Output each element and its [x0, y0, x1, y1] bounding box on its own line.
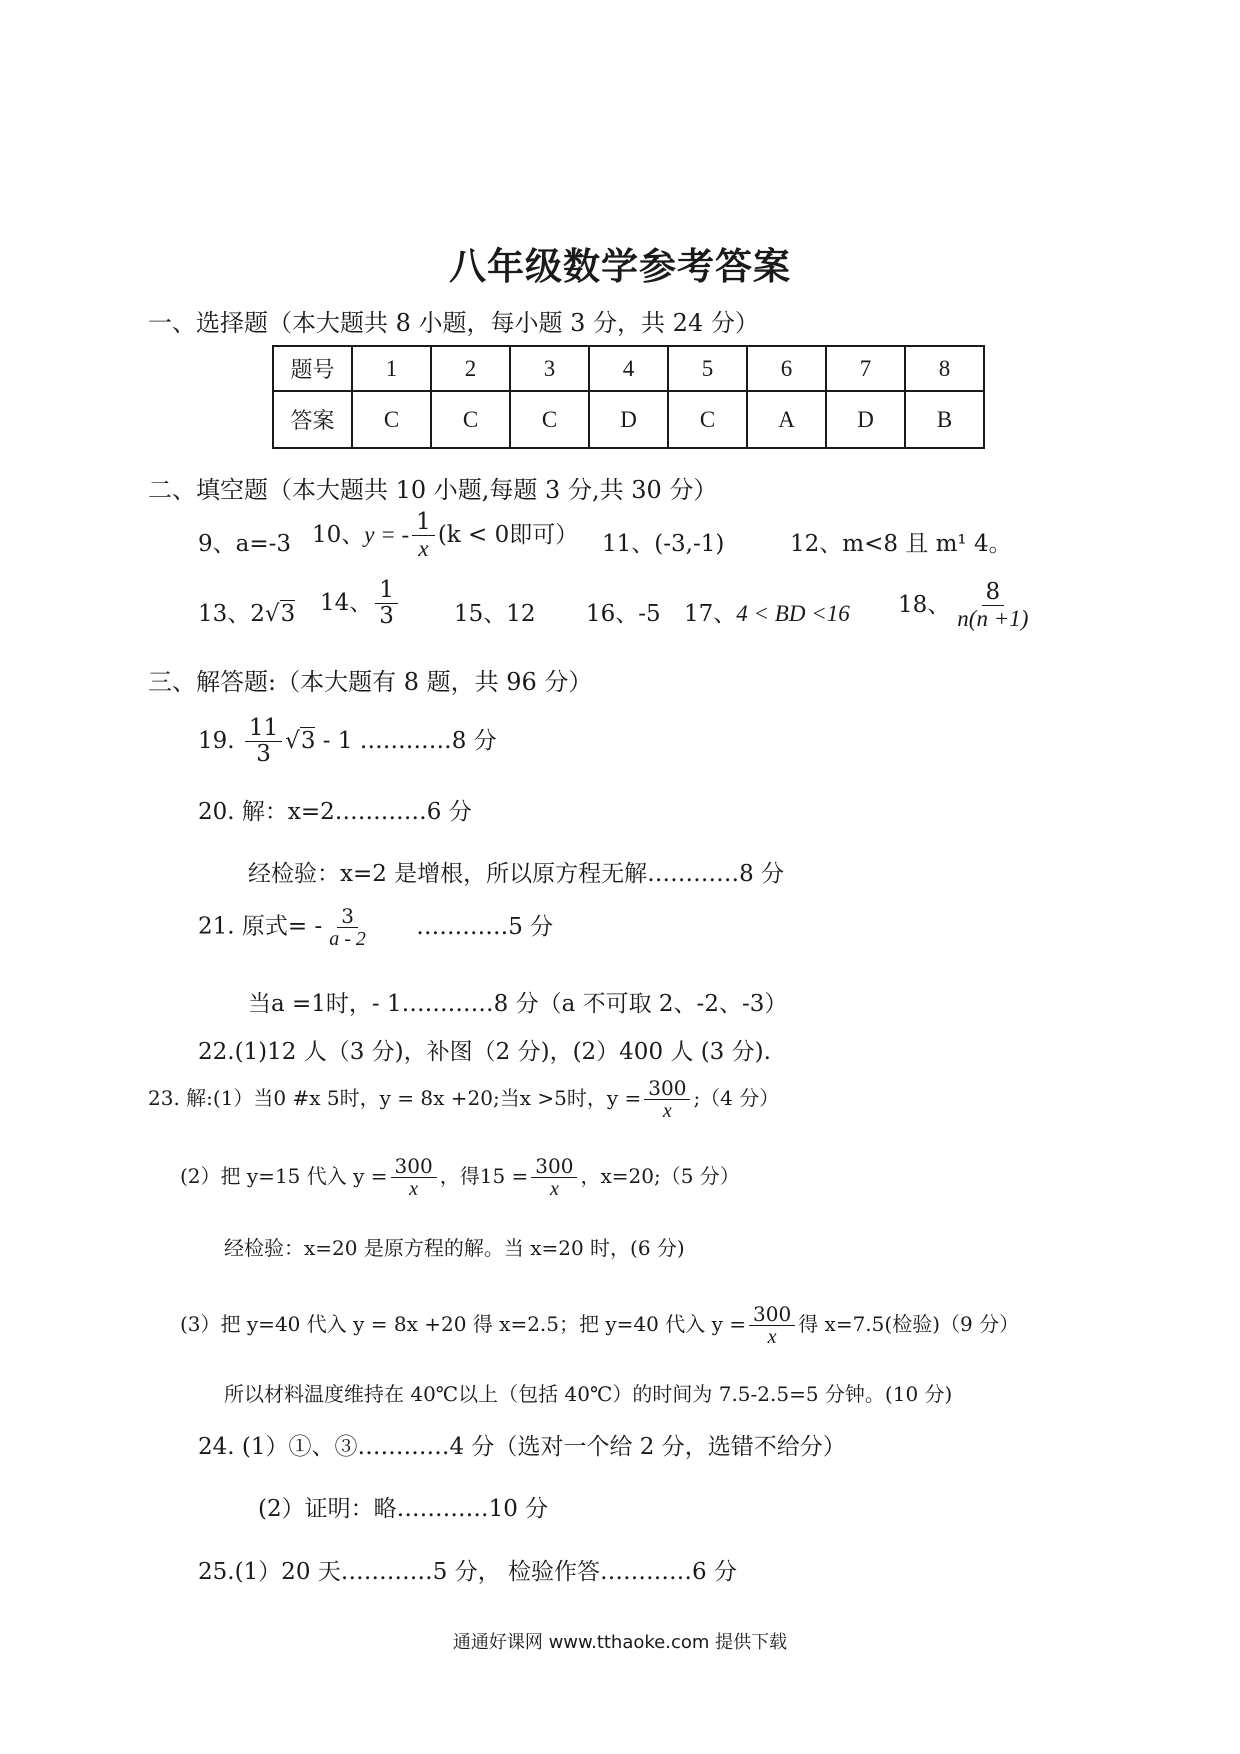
- q10-expr: y = -: [364, 521, 410, 547]
- table-cell-answer: C: [431, 391, 510, 448]
- q23-line2-denominator1: x: [409, 1178, 419, 1200]
- table-cell-answer: D: [826, 391, 905, 448]
- q23-line4-numerator: 300: [749, 1303, 795, 1326]
- q23-line2-numerator1: 300: [391, 1155, 437, 1178]
- answer-q9: 9、a=-3: [198, 531, 292, 557]
- answer-q24-line2: (2）证明：略…………10 分: [258, 1496, 549, 1522]
- table-cell-number: 1: [352, 346, 431, 391]
- table-cell-answer: C: [668, 391, 747, 448]
- answer-q23-line5: 所以材料温度维持在 40℃以上（包括 40℃）的时间为 7.5-2.5=5 分钟。(10 分): [224, 1382, 953, 1406]
- q23-line4-denominator: x: [767, 1326, 777, 1348]
- q17-expr: 4 < BD <16: [736, 601, 850, 626]
- q23-line1-denominator: x: [662, 1100, 672, 1122]
- q21-denominator: a - 2: [329, 928, 366, 950]
- table-label-number: 题号: [273, 346, 352, 391]
- q23-line4-tail: 得 x=7.5(检验)（9 分）: [798, 1312, 1020, 1336]
- table-cell-answer: C: [352, 391, 431, 448]
- answer-q22: 22.(1)12 人（3 分)，补图（2 分)，(2）400 人 (3 分).: [198, 1039, 771, 1065]
- section2-heading: 二、填空题（本大题共 10 小题,每题 3 分,共 30 分）: [148, 476, 718, 504]
- page-footer: 通通好课网 www.tthaoke.com 提供下载: [452, 1632, 788, 1653]
- table-cell-answer: A: [747, 391, 826, 448]
- page-title: 八年级数学参考答案: [449, 245, 791, 288]
- section1-heading: 一、选择题（本大题共 8 小题，每小题 3 分，共 24 分）: [148, 309, 759, 337]
- q10-denominator: x: [418, 536, 429, 562]
- table-cell-number: 4: [589, 346, 668, 391]
- table-cell-number: 2: [431, 346, 510, 391]
- q13-label: 13、: [198, 601, 251, 627]
- q18-denominator: n(n +1): [957, 606, 1029, 632]
- table-cell-number: 8: [905, 346, 984, 391]
- answer-q20-line1: 20. 解：x=2…………6 分: [198, 799, 472, 825]
- answer-q13: 13、2√3: [198, 601, 296, 627]
- table-row-answers: [273, 391, 984, 448]
- table-cell-answer: C: [510, 391, 589, 448]
- answer-q14: [320, 578, 401, 630]
- answer-q23-line1: [148, 1077, 779, 1122]
- q14-numerator: 1: [375, 578, 398, 604]
- q10-fraction: [412, 510, 435, 562]
- q19-tail: - 1 …………8 分: [322, 727, 497, 754]
- answer-q18: [898, 580, 1035, 632]
- q23-line1-tail: ;（4 分）: [693, 1086, 780, 1110]
- q19-radicand: 3: [300, 727, 316, 754]
- q19-label: 19.: [198, 727, 235, 754]
- q23-line1-numerator: 300: [644, 1077, 690, 1100]
- q18-numerator: 8: [982, 580, 1005, 606]
- q23-line2-tail: ，x=20;（5 分）: [580, 1164, 740, 1188]
- answer-q20-line2: 经检验：x=2 是增根，所以原方程无解…………8 分: [248, 861, 785, 887]
- answer-q11: 11、(-3,-1): [602, 531, 725, 557]
- q19-fraction: [245, 716, 282, 768]
- table-cell-number: 5: [668, 346, 747, 391]
- answer-table: [272, 345, 985, 449]
- q21-fraction: [325, 905, 370, 950]
- q14-fraction: [375, 578, 398, 630]
- q21-label: 21. 原式= -: [198, 913, 323, 940]
- q23-line2-denominator2: x: [549, 1178, 559, 1200]
- answer-q25: 25.(1）20 天…………5 分， 检验作答…………6 分: [198, 1559, 737, 1585]
- answer-q23-line4: [180, 1303, 1019, 1348]
- table-cell-answer: B: [905, 391, 984, 448]
- answer-q23-line2: [180, 1155, 740, 1200]
- answer-q12: 12、m<8 且 m¹ 4。: [790, 531, 1012, 557]
- section3-heading: 三、解答题:（本大题有 8 题，共 96 分）: [148, 668, 593, 696]
- answer-q17: [684, 595, 850, 628]
- q17-label: 17、: [684, 601, 737, 627]
- q19-numerator: 11: [245, 716, 282, 742]
- table-row-numbers: [273, 346, 984, 391]
- q23-line1-text: 23. 解:(1）当0 #x 5时，y = 8x +20;当x >5时，y =: [148, 1086, 642, 1110]
- q13-coef: 2: [250, 601, 265, 627]
- q23-line2-numerator2: 300: [531, 1155, 577, 1178]
- answer-q24-line1: 24. (1）①、③…………4 分（选对一个给 2 分，选错不给分）: [198, 1434, 846, 1460]
- q21-tail: …………5 分: [416, 913, 554, 940]
- q14-denominator: 3: [379, 603, 394, 630]
- answer-q10: [312, 510, 578, 562]
- table-cell-number: 6: [747, 346, 826, 391]
- q23-line2-fraction1: [391, 1155, 437, 1200]
- q18-label: 18、: [898, 591, 951, 618]
- q10-label: 10、: [312, 521, 365, 548]
- answer-q21-line1: [198, 905, 553, 950]
- q23-line2-fraction2: [531, 1155, 577, 1200]
- q23-line2-text: (2）把 y=15 代入 y =: [180, 1164, 388, 1188]
- q21-numerator: 3: [337, 905, 358, 928]
- q23-line4-text: (3）把 y=40 代入 y = 8x +20 得 x=2.5；把 y=40 代入 y =: [180, 1312, 746, 1336]
- table-label-answer: 答案: [273, 391, 352, 448]
- q14-label: 14、: [320, 589, 373, 616]
- q23-line2-mid: ，得15 =: [439, 1164, 529, 1188]
- table-cell-number: 3: [510, 346, 589, 391]
- q23-line4-fraction: [749, 1303, 795, 1348]
- answer-q15: 15、12: [454, 601, 536, 627]
- table-cell-answer: D: [589, 391, 668, 448]
- table-cell-number: 7: [826, 346, 905, 391]
- q10-note: (k < 0即可）: [437, 521, 579, 548]
- answer-q16: 16、-5: [586, 601, 661, 627]
- q10-numerator: 1: [412, 510, 435, 536]
- q19-denominator: 3: [256, 741, 271, 768]
- answer-q19: 19. $\frac{11}{3}$ √3 - 1 …………8 分: [198, 715, 497, 768]
- q18-fraction: [953, 580, 1032, 632]
- answer-q23-line3: 经检验：x=20 是原方程的解。当 x=20 时，(6 分): [224, 1236, 685, 1260]
- q23-line1-fraction: [644, 1077, 690, 1122]
- answer-q21-line2: 当a =1时，- 1…………8 分（a 不可取 2、-2、-3）: [248, 991, 788, 1017]
- q13-radicand: 3: [280, 601, 296, 627]
